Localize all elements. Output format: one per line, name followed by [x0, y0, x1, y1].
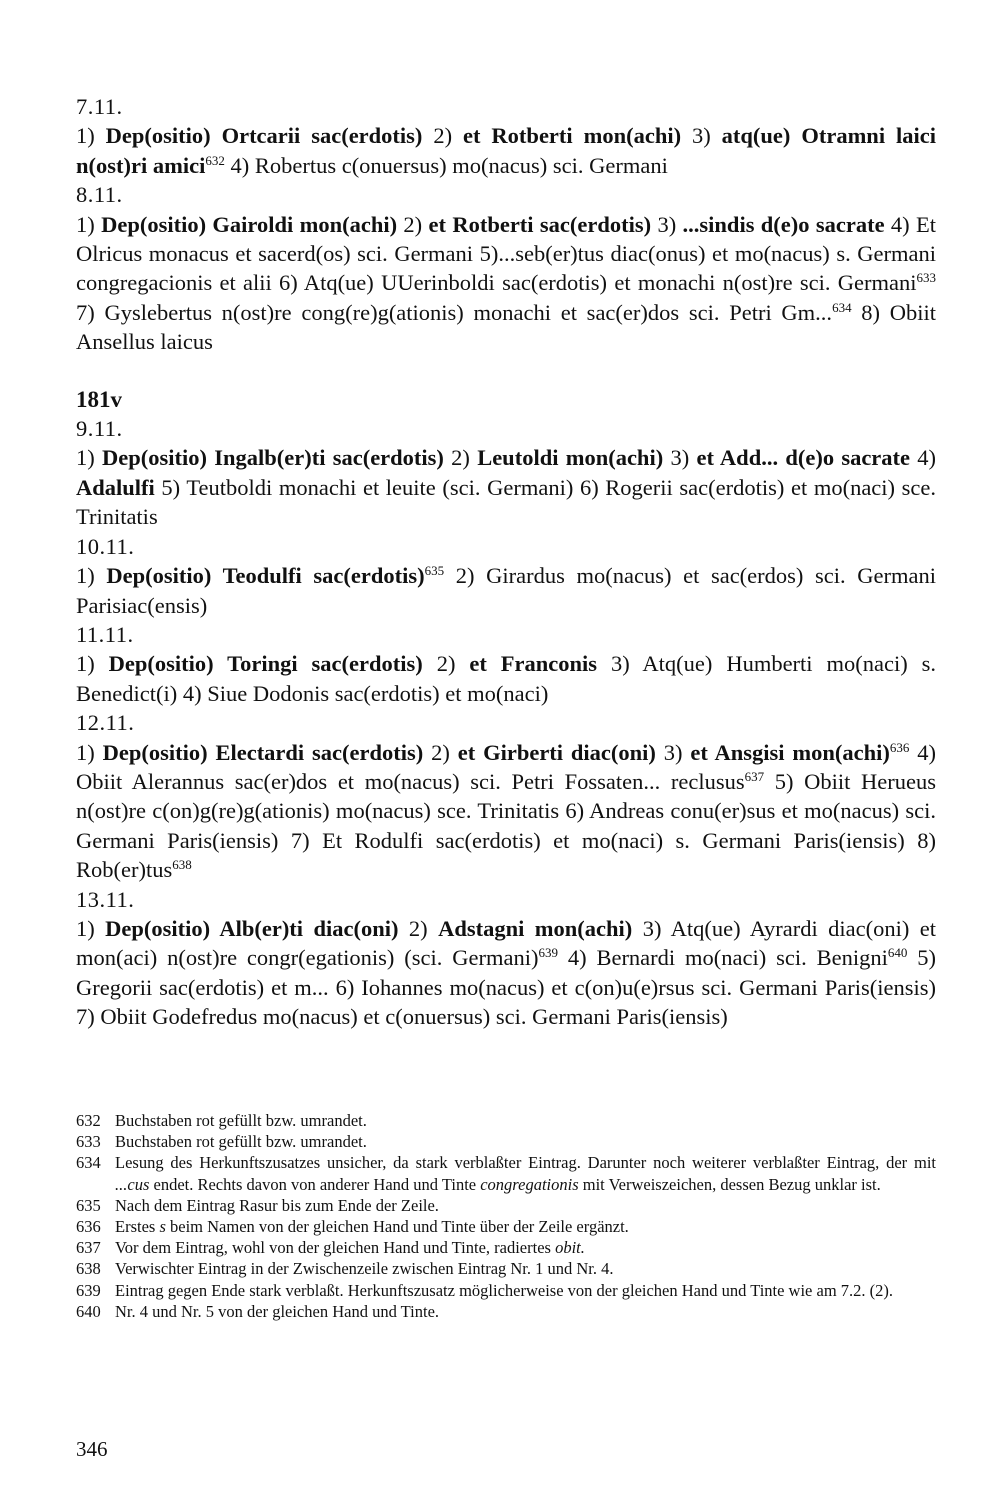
- text-run: 1): [76, 445, 102, 471]
- bold-text: et Girberti diac(oni): [457, 739, 656, 765]
- text-run: Vor dem Eintrag, wohl von der gleichen Hand und Tinte, radiertes: [115, 1238, 556, 1258]
- italic-text: ...cus: [115, 1174, 150, 1194]
- footnote-ref: 640: [887, 945, 908, 961]
- text-run: 4) Et Olricus monacus et sacerd(os) sci. Germani 5)...seb(er)tus diac(onus) et mo(nacus) s. Germani congregacionis et alii 6) Atq(ue) UUerinboldi sac(erdotis) et monachi n(ost)re sci. Germani: [76, 211, 936, 296]
- footnote: [76, 1216, 936, 1237]
- entry-text: [76, 210, 936, 357]
- entry-text: [76, 914, 936, 1032]
- text-run: 5) Teutboldi monachi et leuite (sci. Germani) 6) Rogerii sac(erdotis) et mo(naci) sce. Trinitatis: [76, 474, 936, 530]
- bold-text: Adalulfi: [76, 474, 155, 500]
- footnote-ref: 638: [172, 857, 192, 873]
- text-run: mit Verweiszeichen, dessen Bezug unklar ist.: [578, 1174, 881, 1194]
- footnote: [76, 1131, 936, 1152]
- text-run: 2): [423, 739, 458, 765]
- footnote-number: 632: [76, 1111, 101, 1130]
- text-run: endet. Rechts davon von anderer Hand und Tinte: [149, 1174, 481, 1194]
- bold-text: et Ansgisi mon(achi): [690, 739, 890, 765]
- entry-date: 12.11.: [76, 710, 135, 736]
- text-run: 1): [76, 123, 106, 149]
- text-run: 5) Obiit Herueus n(ost)re c(on)g(re)g(ationis) mo(nacus) sce. Trinitatis 6) Andreas conu(er)sus et mo(nacus) sci. Germani Paris(iensis) 7) Et Rodulfi sac(erdotis) et mo(naci) s. Germani Paris(iensis) 8) Rob(er)tus: [76, 768, 936, 883]
- entry-text: [76, 649, 936, 708]
- footnote-ref: 635: [424, 563, 445, 579]
- bold-text: ...sindis d(e)o sacrate: [682, 211, 885, 237]
- footnote-text: [115, 1280, 936, 1301]
- entry-text: [76, 443, 936, 531]
- text-run: 4) Obiit Alerannus sac(er)dos et mo(nacus) sci. Petri Fossaten... reclusus: [76, 739, 936, 794]
- footnote-text: [115, 1216, 936, 1237]
- footnote-ref: 634: [832, 299, 852, 315]
- text-run: beim Namen von der gleichen Hand und Tinte über der Zeile ergänzt.: [165, 1217, 629, 1237]
- footnote: [76, 1110, 936, 1131]
- text-run: 2): [422, 123, 464, 149]
- entries-block-1: [76, 92, 936, 357]
- text-run: 7) Gyslebertus n(ost)re cong(re)g(ationis) monachi et sac(er)dos sci. Petri Gm...: [76, 299, 833, 325]
- text-run: 1): [76, 915, 106, 941]
- footnote-number: 639: [76, 1280, 101, 1300]
- footnote-text: [115, 1110, 936, 1131]
- footnote: [76, 1152, 936, 1194]
- text-run: 2) Girardus mo(nacus) et sac(erdos) sci. Germani Parisiac(ensis): [76, 563, 936, 618]
- footnote-ref: 633: [916, 270, 936, 286]
- page-number: 346: [76, 1437, 108, 1461]
- entry-date: 8.11.: [76, 182, 123, 208]
- entries-block-2: [76, 414, 936, 1032]
- text-run: 4) Robertus c(onuersus) mo(nacus) sci. Germani: [224, 152, 668, 178]
- footnote: [76, 1195, 936, 1216]
- footnote-number: 633: [76, 1132, 101, 1152]
- page-body: [76, 92, 936, 1032]
- text-run: Buchstaben rot gefüllt bzw. umrandet.: [115, 1132, 367, 1152]
- italic-text: congregationis: [480, 1174, 579, 1194]
- footnote-ref: 636: [889, 739, 910, 755]
- folio-heading: 181v: [76, 386, 122, 412]
- footnote-text: [115, 1152, 936, 1194]
- bold-text: Dep(ositio) Ingalb(er)ti sac(erdotis): [102, 445, 444, 471]
- footnote: [76, 1280, 936, 1301]
- footnote-ref: 637: [744, 768, 765, 784]
- bold-text: atq(ue) Otramni laici n(ost)ri amici: [76, 123, 936, 178]
- text-run: Nr. 4 und Nr. 5 von der gleichen Hand und Tinte.: [115, 1301, 440, 1321]
- text-run: Buchstaben rot gefüllt bzw. umrandet.: [115, 1111, 367, 1130]
- text-run: 3) Atq(ue) Ayrardi diac(oni) et mon(aci) n(ost)re congr(egationis) (sci. Germani): [76, 915, 936, 971]
- text-run: 3) Atq(ue) Humberti mo(naci) s. Benedict(i) 4) Siue Dodonis sac(erdotis) et mo(naci): [76, 651, 937, 706]
- text-run: 1): [76, 563, 107, 589]
- text-run: 2): [443, 445, 478, 471]
- footnote: [76, 1258, 936, 1279]
- footnote-text: [115, 1237, 936, 1258]
- bold-text: Dep(ositio) Teodulfi sac(erdotis): [106, 563, 425, 589]
- text-run: 3): [655, 739, 691, 765]
- bold-text: et Add... d(e)o sacrate: [696, 445, 911, 471]
- entry-text: [76, 121, 936, 180]
- footnote-number: 635: [76, 1195, 101, 1215]
- entry-date: 9.11.: [76, 416, 123, 442]
- text-run: 4): [910, 445, 937, 471]
- footnote-text: [115, 1195, 936, 1216]
- text-run: 2): [398, 915, 439, 941]
- footnote-text: [115, 1258, 936, 1279]
- footnote-text: [115, 1301, 936, 1322]
- footnote: [76, 1237, 936, 1258]
- bold-text: Dep(ositio) Gairoldi mon(achi): [101, 211, 398, 237]
- bold-text: Dep(ositio) Alb(er)ti diac(oni): [105, 915, 399, 941]
- text-run: Erstes: [115, 1217, 160, 1237]
- text-run: 2): [422, 651, 470, 677]
- bold-text: Leutoldi mon(achi): [477, 445, 664, 471]
- bold-text: Dep(ositio) Ortcarii sac(erdotis): [105, 123, 423, 149]
- entry-date: 7.11.: [76, 94, 123, 119]
- footnote-ref: 632: [205, 152, 225, 168]
- bold-text: et Franconis: [469, 651, 598, 677]
- bold-text: Dep(ositio) Toringi sac(erdotis): [108, 651, 423, 677]
- entry-date: 10.11.: [76, 533, 135, 559]
- bold-text: Adstagni mon(achi): [438, 915, 633, 941]
- italic-text: s: [159, 1217, 166, 1237]
- text-run: Verwischter Eintrag in der Zwischenzeile zwischen Eintrag Nr. 1 und Nr. 4.: [115, 1259, 614, 1279]
- text-run: 3): [651, 211, 683, 237]
- text-run: 5) Gregorii sac(erdotis) et m... 6) Iohannes mo(nacus) et c(on)u(e)rsus sci. Germani Paris(iensis) 7) Obiit Godefredus mo(nacus) et c(onuersus) sci. Germani Paris(iensis): [76, 945, 936, 1030]
- footnote-number: 638: [76, 1259, 101, 1279]
- footnote-ref: 639: [538, 945, 558, 961]
- footnote-number: 634: [76, 1153, 101, 1173]
- text-run: 1): [76, 211, 102, 237]
- text-run: 1): [76, 651, 109, 677]
- text-run: 8) Obiit Ansellus laicus: [76, 299, 937, 355]
- italic-text: obit.: [555, 1238, 585, 1258]
- text-run: Nach dem Eintrag Rasur bis zum Ende der Zeile.: [115, 1195, 439, 1215]
- footnotes: [76, 1110, 936, 1322]
- entry-text: [76, 561, 936, 620]
- text-run: 1): [76, 739, 103, 765]
- entry-text: [76, 738, 936, 885]
- bold-text: et Rotberti sac(erdotis): [428, 211, 652, 237]
- text-run: Lesung des Herkunftszusatzes unsicher, da stark verblaßter Eintrag. Darunter noch weiterer verblaßter Eintrag, der mit: [115, 1153, 936, 1173]
- text-run: Eintrag gegen Ende stark verblaßt. Herkunftszusatz möglicherweise von der gleichen Hand und Tinte wie am 7.2. (2).: [115, 1280, 894, 1300]
- text-run: 2): [397, 211, 429, 237]
- bold-text: Dep(ositio) Electardi sac(erdotis): [102, 739, 424, 765]
- footnote-number: 636: [76, 1217, 101, 1237]
- text-run: 3): [663, 445, 697, 471]
- entry-date: 13.11.: [76, 886, 135, 912]
- footnote-text: [115, 1131, 936, 1152]
- footnote: [76, 1301, 936, 1322]
- text-run: 3): [681, 123, 722, 149]
- footnote-number: 637: [76, 1238, 101, 1258]
- entry-date: 11.11.: [76, 621, 134, 647]
- text-run: 4) Bernardi mo(naci) sci. Benigni: [557, 945, 888, 971]
- footnote-number: 640: [76, 1301, 101, 1321]
- bold-text: et Rotberti mon(achi): [463, 123, 682, 149]
